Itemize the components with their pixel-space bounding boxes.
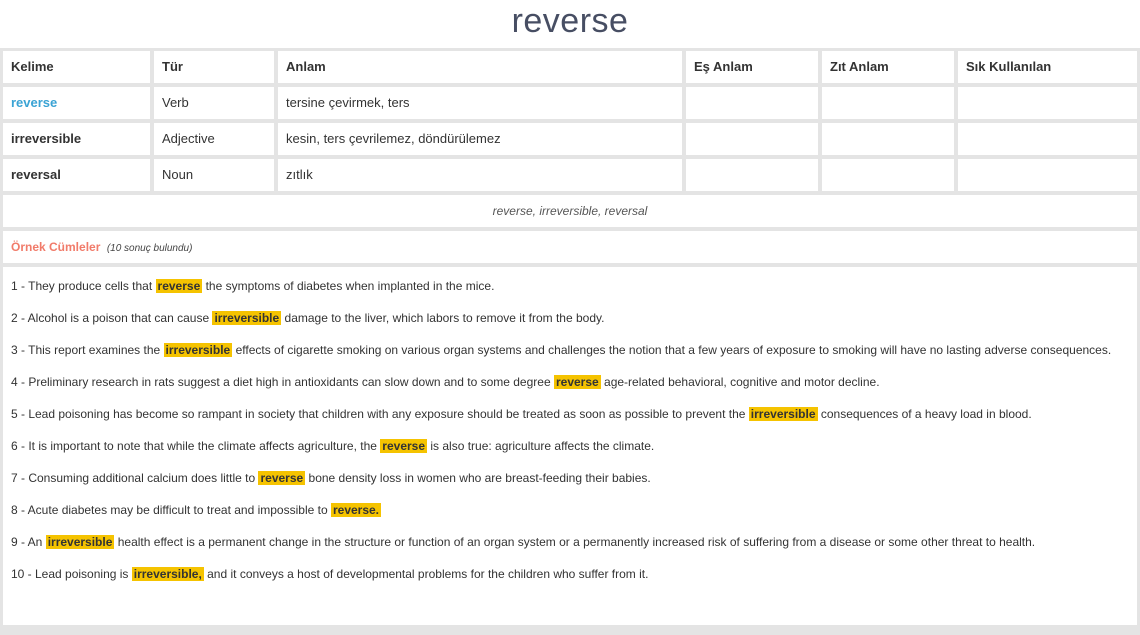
header-anlam: Anlam <box>278 51 682 83</box>
word-antonym <box>822 159 954 191</box>
table-row <box>3 159 1137 191</box>
word-antonym <box>822 87 954 119</box>
example-sentence: 7 - Consuming additional calcium does little to reverse bone density loss in women who are breast-feeding their babies. <box>11 471 651 485</box>
example-sentence: 3 - This report examines the irreversible effects of cigarette smoking on various organ systems and challenges the notion that a few years of exposure to smoking will have no lasting adverse consequences. <box>11 343 1112 357</box>
word-synonym <box>686 159 818 191</box>
header-zit-anlam: Zıt Anlam <box>822 51 954 83</box>
word-family-row <box>3 195 1137 227</box>
highlighted-word: irreversible <box>214 311 280 325</box>
word-meaning: kesin, ters çevrilemez, döndürülemez <box>278 123 682 155</box>
word-type: Verb <box>154 87 274 119</box>
highlighted-word: reverse <box>260 471 304 485</box>
highlighted-word: irreversible <box>165 343 231 357</box>
example-sentence: 2 - Alcohol is a poison that can cause irreversible damage to the liver, which labors to remove it from the body. <box>11 311 605 325</box>
example-sentence: 8 - Acute diabetes may be difficult to treat and impossible to reverse. <box>11 503 380 517</box>
word-family-summary: reverse, irreversible, reversal <box>3 195 1137 227</box>
word-type: Adjective <box>154 123 274 155</box>
word-common <box>958 123 1137 155</box>
highlighted-word: irreversible, <box>133 567 202 581</box>
highlighted-word: reverse <box>157 279 201 293</box>
highlighted-word: irreversible <box>47 535 113 549</box>
word-common <box>958 159 1137 191</box>
table-header-row <box>3 51 1137 83</box>
word-link-reverse[interactable]: reverse <box>3 87 150 119</box>
example-sentence: 5 - Lead poisoning has become so rampant in society that children with any exposure should be treated as soon as possible to prevent the irreversible consequences of a heavy load in blood. <box>11 407 1032 421</box>
example-sentence: 9 - An irreversible health effect is a permanent change in the structure or function of an organ system or a permanently increased risk of suffering from a disease or some other threat to health. <box>11 535 1036 549</box>
highlighted-word: irreversible <box>750 407 816 421</box>
highlighted-word: reverse <box>382 439 426 453</box>
word-type: Noun <box>154 159 274 191</box>
word-meaning: zıtlık <box>278 159 682 191</box>
word-antonym <box>822 123 954 155</box>
highlighted-word: reverse. <box>332 503 380 517</box>
page-title: reverse <box>511 2 629 40</box>
header-sik-kullanilan: Sık Kullanılan <box>958 51 1137 83</box>
header-tur: Tür <box>154 51 274 83</box>
example-sentence: 1 - They produce cells that reverse the symptoms of diabetes when implanted in the mice. <box>11 279 495 293</box>
word-synonym <box>686 123 818 155</box>
examples-title: Örnek Cümleler <box>11 240 101 254</box>
word-synonym <box>686 87 818 119</box>
word-common <box>958 87 1137 119</box>
table-row <box>3 123 1137 155</box>
example-sentence: 10 - Lead poisoning is irreversible, and it conveys a host of developmental problems for the children who suffer from it. <box>11 567 649 581</box>
header-es-anlam: Eş Anlam <box>686 51 818 83</box>
examples-header <box>3 231 1137 263</box>
examples-count: (10 sonuç bulundu) <box>106 243 193 254</box>
examples-list <box>3 267 1137 625</box>
word-table <box>3 51 1137 625</box>
word-link-irreversible[interactable]: irreversible <box>3 123 150 155</box>
table-row <box>3 87 1137 119</box>
word-link-reversal[interactable]: reversal <box>3 159 150 191</box>
example-sentence: 6 - It is important to note that while the climate affects agriculture, the reverse is also true: agriculture affects the climate. <box>11 439 655 453</box>
example-sentence: 4 - Preliminary research in rats suggest a diet high in antioxidants can slow down and to some degree reverse age-related behavioral, cognitive and motor decline. <box>11 375 880 389</box>
word-meaning: tersine çevirmek, ters <box>278 87 682 119</box>
header-kelime: Kelime <box>3 51 150 83</box>
results-frame <box>0 48 1140 635</box>
highlighted-word: reverse <box>555 375 599 389</box>
